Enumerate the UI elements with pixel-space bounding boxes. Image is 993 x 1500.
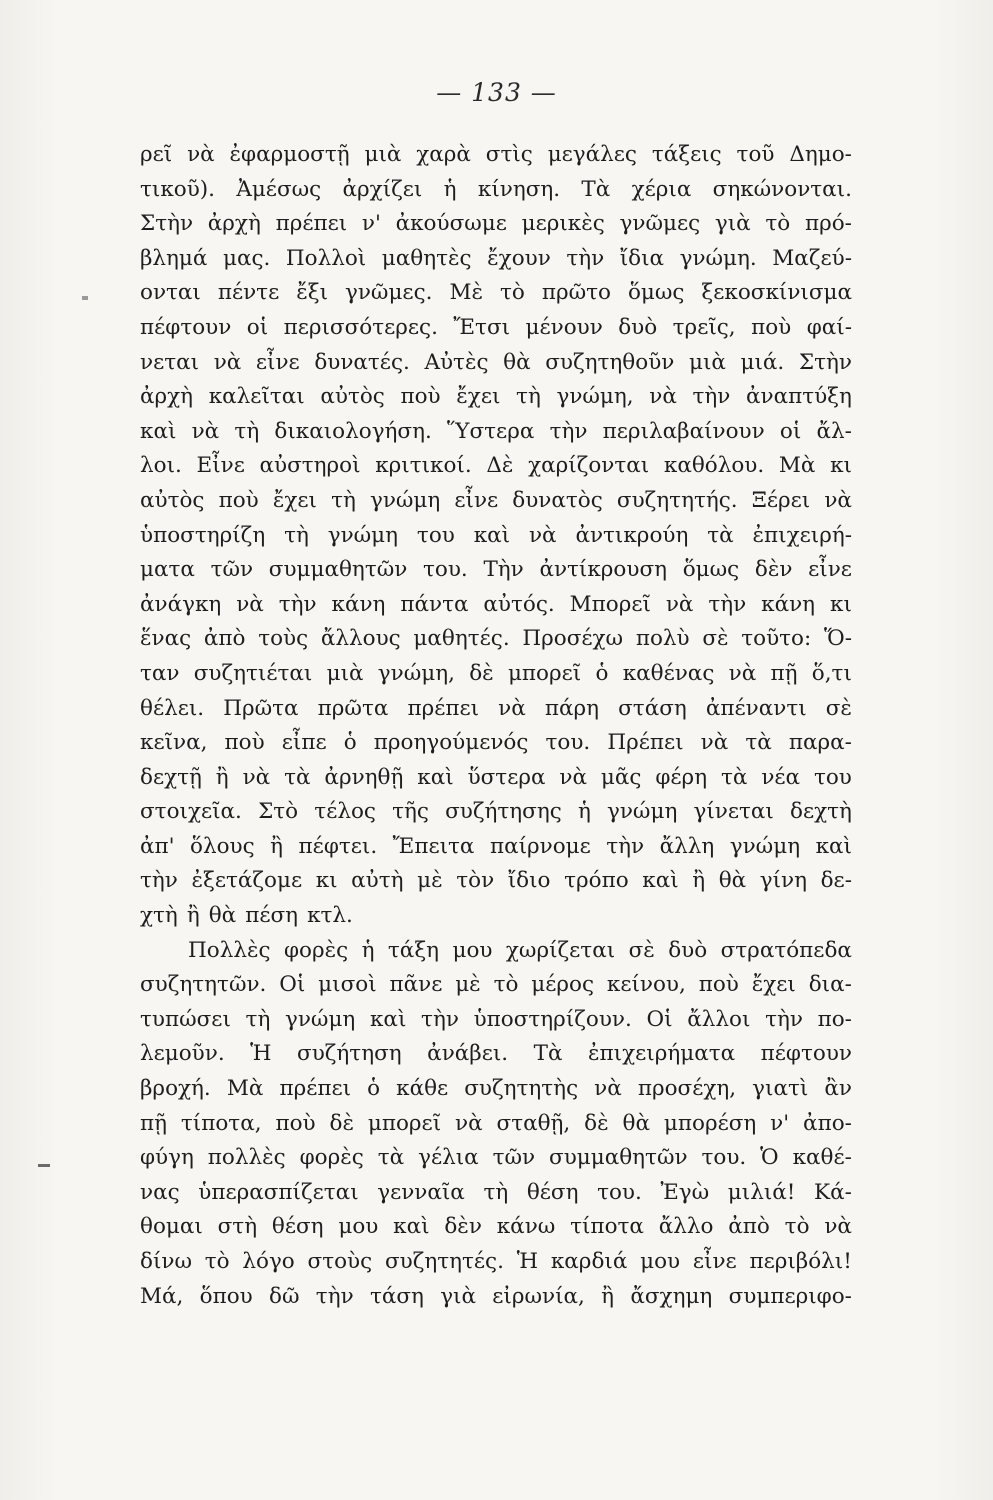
text-line: Πολλὲς φορὲς ἡ τάξη μου χωρίζεται σὲ δυὸ στρατόπεδα	[188, 937, 852, 963]
text-line: ρεῖ νὰ ἐφαρμοστῇ μιὰ χαρὰ στὶς μεγάλες τάξεις τοῦ Δημο-	[140, 142, 852, 167]
text-line: ταν συζητιέται μιὰ γνώμη, δὲ μπορεῖ ὁ καθένας νὰ πῇ ὅ,τι	[140, 660, 852, 686]
text-line: Μά, ὅπου δῶ τὴν τάση γιὰ εἰρωνία, ἢ ἄσχημη συμπεριφο-	[140, 1283, 852, 1309]
body-text	[140, 138, 852, 1314]
text-line: τυπώσει τὴ γνώμη καὶ τὴν ὑποστηρίζουν. Οἱ ἄλλοι τὴν πο-	[140, 1006, 852, 1032]
text-line: κεῖνα, ποὺ εἶπε ὁ προηγούμενός του. Πρέπει νὰ τὰ παρα-	[140, 730, 852, 756]
text-line: τὴν ἐξετάζομε κι αὐτὴ μὲ τὸν ἴδιο τρόπο καὶ ἢ θὰ γίνη δε-	[140, 868, 852, 894]
text-line: πέφτουν οἱ περισσότερες. Ἔτσι μένουν δυὸ τρεῖς, ποὺ φαί-	[140, 314, 852, 340]
text-line: ἀπ' ὅλους ἢ πέφτει. Ἔπειτα παίρνομε τὴν ἄλλη γνώμη καὶ	[140, 833, 852, 859]
text-line: ἀνάγκη νὰ τὴν κάνη πάντα αὐτός. Μπορεῖ νὰ τὴν κάνη κι	[140, 591, 852, 617]
text-line: βροχή. Μὰ πρέπει ὁ κάθε συζητητὴς νὰ προσέχη, γιατὶ ἂν	[140, 1076, 852, 1102]
text-line: στοιχεῖα. Στὸ τέλος τῆς συζήτησης ἡ γνώμη γίνεται δεχτὴ	[140, 799, 852, 825]
text-line: δίνω τὸ λόγο στοὺς συζητητές. Ἡ καρδιά μου εἶνε περιβόλι!	[140, 1249, 852, 1274]
text-line: ονται πέντε ἔξι γνῶμες. Μὲ τὸ πρῶτο ὅμως ξεκοσκίνισμα	[140, 280, 852, 306]
text-line: νας ὑπερασπίζεται γενναῖα τὴ θέση του. Ἐγὼ μιλιά! Κά-	[140, 1179, 852, 1205]
text-line: πῇ τίποτα, ποὺ δὲ μπορεῖ νὰ σταθῇ, δὲ θὰ μπορέση ν' ἀπο-	[140, 1110, 852, 1136]
text-line: καὶ νὰ τὴ δικαιολογήση. Ὕστερα τὴν περιλαβαίνουν οἱ ἄλ-	[140, 418, 852, 444]
text-line: φύγη πολλὲς φορὲς τὰ γέλια τῶν συμμαθητῶν του. Ὁ καθέ-	[140, 1145, 852, 1171]
text-line: αὐτὸς ποὺ ἔχει τὴ γνώμη εἶνε δυνατὸς συζητητής. Ξέρει νὰ	[140, 487, 852, 513]
margin-mark	[38, 1164, 50, 1167]
text-line: Στὴν ἀρχὴ πρέπει ν' ἀκούσωμε μερικὲς γνῶμες γιὰ τὸ πρό-	[140, 211, 852, 237]
text-line: τικοῦ). Ἀμέσως ἀρχίζει ἡ κίνηση. Τὰ χέρια σηκώνονται.	[140, 176, 852, 202]
text-line: ματα τῶν συμμαθητῶν του. Τὴν ἀντίκρουση ὅμως δὲν εἶνε	[140, 557, 852, 583]
text-line: ἀρχὴ καλεῖται αὐτὸς ποὺ ἔχει τὴ γνώμη, νὰ τὴν ἀναπτύξη	[140, 384, 852, 410]
text-line: νεται νὰ εἶνε δυνατές. Αὐτὲς θὰ συζητηθοῦν μιὰ μιά. Στὴν	[140, 349, 852, 375]
text-line: συζητητῶν. Οἱ μισοὶ πᾶνε μὲ τὸ μέρος κείνου, ποὺ ἔχει δια-	[140, 972, 852, 998]
page-number: — 133 —	[436, 78, 557, 107]
margin-mark	[82, 296, 88, 300]
text-line: ὑποστηρίζη τὴ γνώμη του καὶ νὰ ἀντικρούη τὰ ἐπιχειρή-	[140, 522, 852, 548]
text-line: θέλει. Πρῶτα πρῶτα πρέπει νὰ πάρη στάση ἀπέναντι σὲ	[140, 695, 852, 721]
text-line: δεχτῇ ἢ νὰ τὰ ἀρνηθῇ καὶ ὕστερα νὰ μᾶς φέρη τὰ νέα του	[140, 764, 852, 790]
text-line: χτὴ ἢ θὰ πέση κτλ.	[140, 903, 353, 929]
text-line: ἕνας ἀπὸ τοὺς ἄλλους μαθητές. Προσέχω πολὺ σὲ τοῦτο: Ὅ-	[140, 626, 852, 652]
text-line: λεμοῦν. Ἡ συζήτηση ἀνάβει. Τὰ ἐπιχειρήματα πέφτουν	[140, 1041, 852, 1067]
text-line: βλημά μας. Πολλοὶ μαθητὲς ἔχουν τὴν ἴδια γνώμη. Μαζεύ-	[140, 245, 852, 271]
text-line: θομαι στὴ θέση μου καὶ δὲν κάνω τίποτα ἄλλο ἀπὸ τὸ νὰ	[140, 1214, 852, 1240]
text-line: λοι. Εἶνε αὐστηροὶ κριτικοί. Δὲ χαρίζονται καθόλου. Μὰ κι	[140, 453, 852, 479]
